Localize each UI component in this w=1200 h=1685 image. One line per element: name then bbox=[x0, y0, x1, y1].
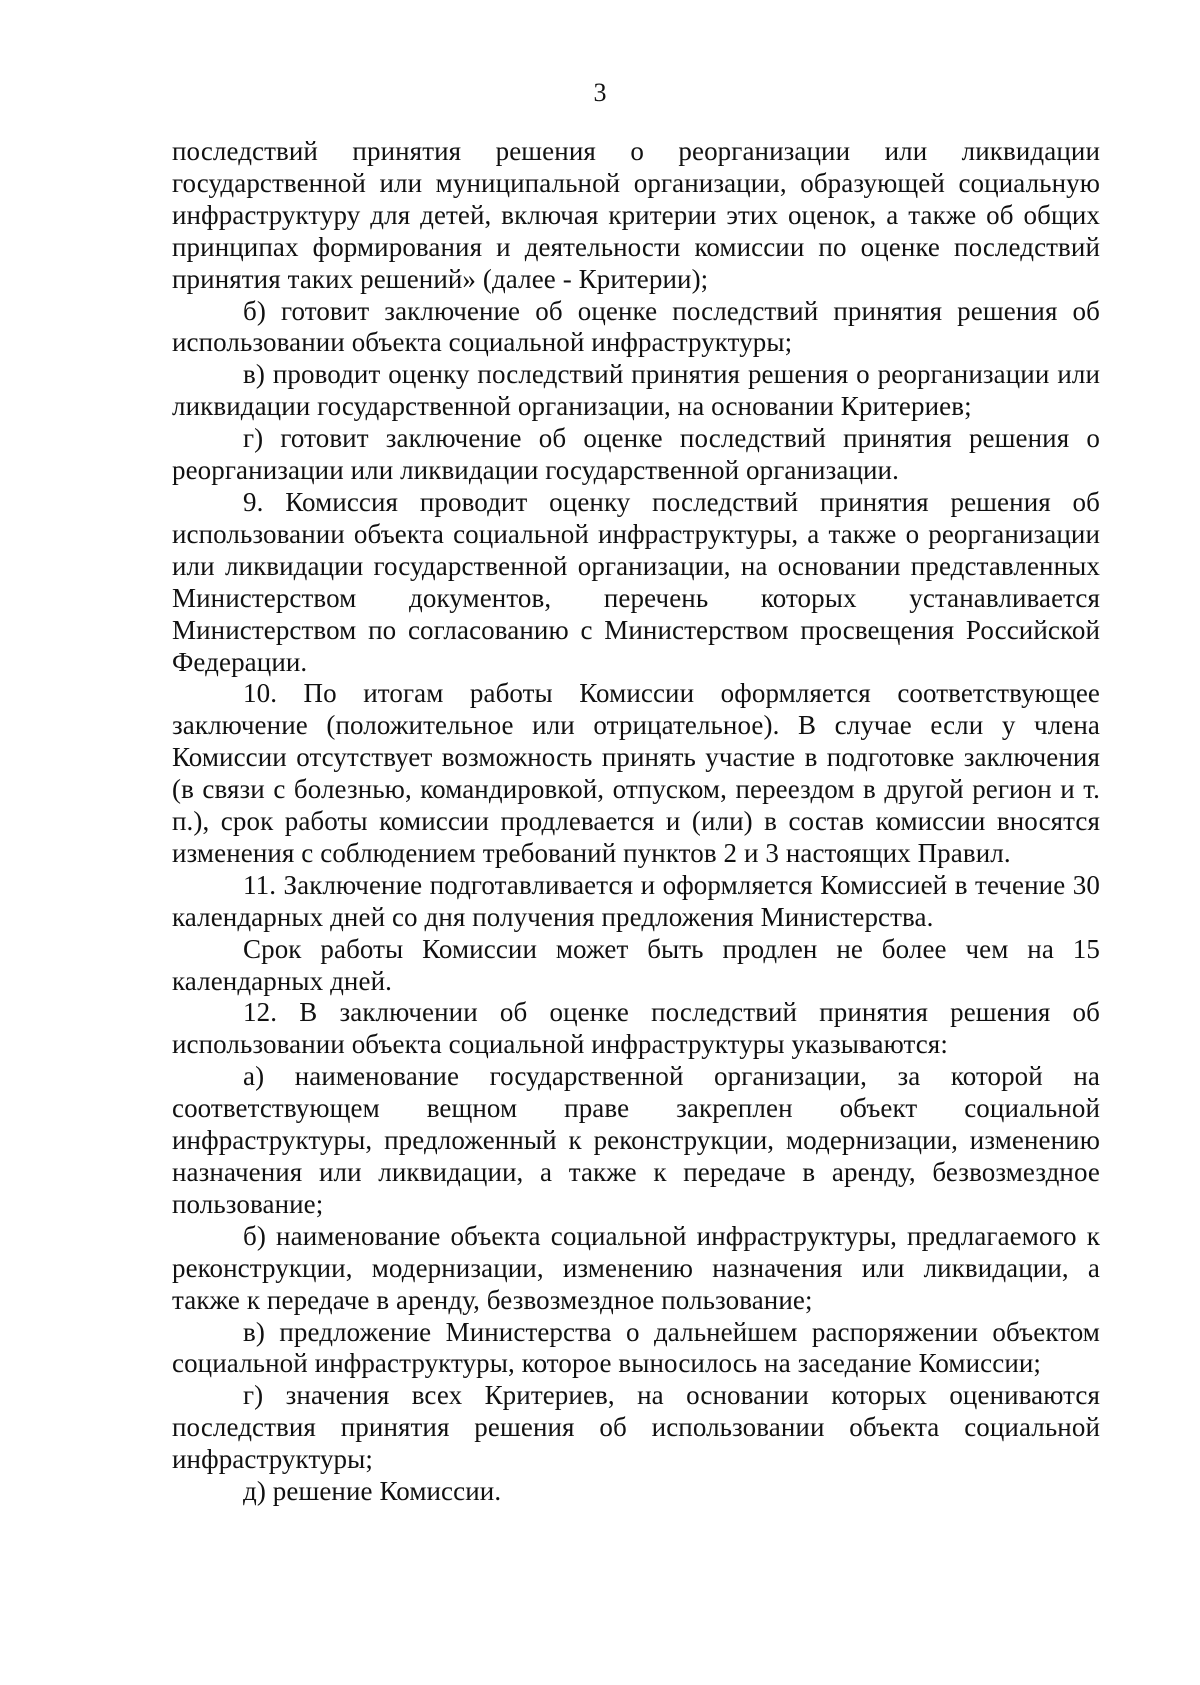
paragraph-criteria-continuation: последствий принятия решения о реорганизации или ликвидации государственной или муниципальной организации, образующей социальную инфраструктуру для детей, включая критерии этих оценок, а также об общих принципах формирования и деятельности комиссии по оценке последствий принятия таких решений» (далее - Критерии); bbox=[172, 136, 1100, 294]
paragraph-term-extension: Срок работы Комиссии может быть продлен не более чем на 15 календарных дней. bbox=[172, 933, 1100, 996]
paragraph-point-12: 12. В заключении об оценке последствий принятия решения об использовании объекта социальной инфраструктуры указываются: bbox=[172, 997, 1100, 1060]
paragraph-item-g-conclusion: г) готовит заключение об оценке последствий принятия решения о реорганизации или ликвидации государственной организации. bbox=[172, 423, 1100, 486]
paragraph-point-10: 10. По итогам работы Комиссии оформляется соответствующее заключение (положительное или отрицательное). В случае если у члена Комиссии отсутствует возможность принять участие в подготовке заключения (в связи с болезнью, командировкой, отпуском, переездом в другой регион и т. п.), срок работы комиссии продлевается и (или) в состав комиссии вносятся изменения с соблюдением требований пунктов 2 и 3 настоящих Правил. bbox=[172, 678, 1100, 868]
page-number: 3 bbox=[593, 78, 607, 107]
paragraph-item-b-conclusion: б) готовит заключение об оценке последствий принятия решения об использовании объекта социальной инфраструктуры; bbox=[172, 295, 1100, 358]
paragraph-item-b-object: б) наименование объекта социальной инфраструктуры, предлагаемого к реконструкции, модернизации, изменению назначения или ликвидации, а также к передаче в аренду, безвозмездное пользование; bbox=[172, 1220, 1100, 1315]
paragraph-item-v-assessment: в) проводит оценку последствий принятия решения о реорганизации или ликвидации государственной организации, на основании Критериев; bbox=[172, 359, 1100, 422]
paragraph-item-v-proposal: в) предложение Министерства о дальнейшем распоряжении объектом социальной инфраструктуры, которое выносилось на заседание Комиссии; bbox=[172, 1316, 1100, 1379]
paragraph-item-g-criteria-values: г) значения всех Критериев, на основании которых оцениваются последствия принятия решения об использовании объекта социальной инфраструктуры; bbox=[172, 1380, 1100, 1475]
paragraph-item-a-organization: а) наименование государственной организации, за которой на соответствующем вещном праве закреплен объект социальной инфраструктуры, предложенный к реконструкции, модернизации, изменению назначения или ликвидации, а также к передаче в аренду, безвозмездное пользование; bbox=[172, 1061, 1100, 1219]
paragraph-point-9: 9. Комиссия проводит оценку последствий принятия решения об использовании объекта социальной инфраструктуры, а также о реорганизации или ликвидации государственной организации, на основании представленных Министерством документов, перечень которых устанавливается Министерством по согласованию с Министерством просвещения Российской Федерации. bbox=[172, 486, 1100, 677]
document-body bbox=[172, 136, 1100, 1508]
paragraph-point-11: 11. Заключение подготавливается и оформляется Комиссией в течение 30 календарных дней со дня получения предложения Министерства. bbox=[172, 869, 1100, 932]
paragraph-item-d-decision: д) решение Комиссии. bbox=[243, 1476, 502, 1507]
